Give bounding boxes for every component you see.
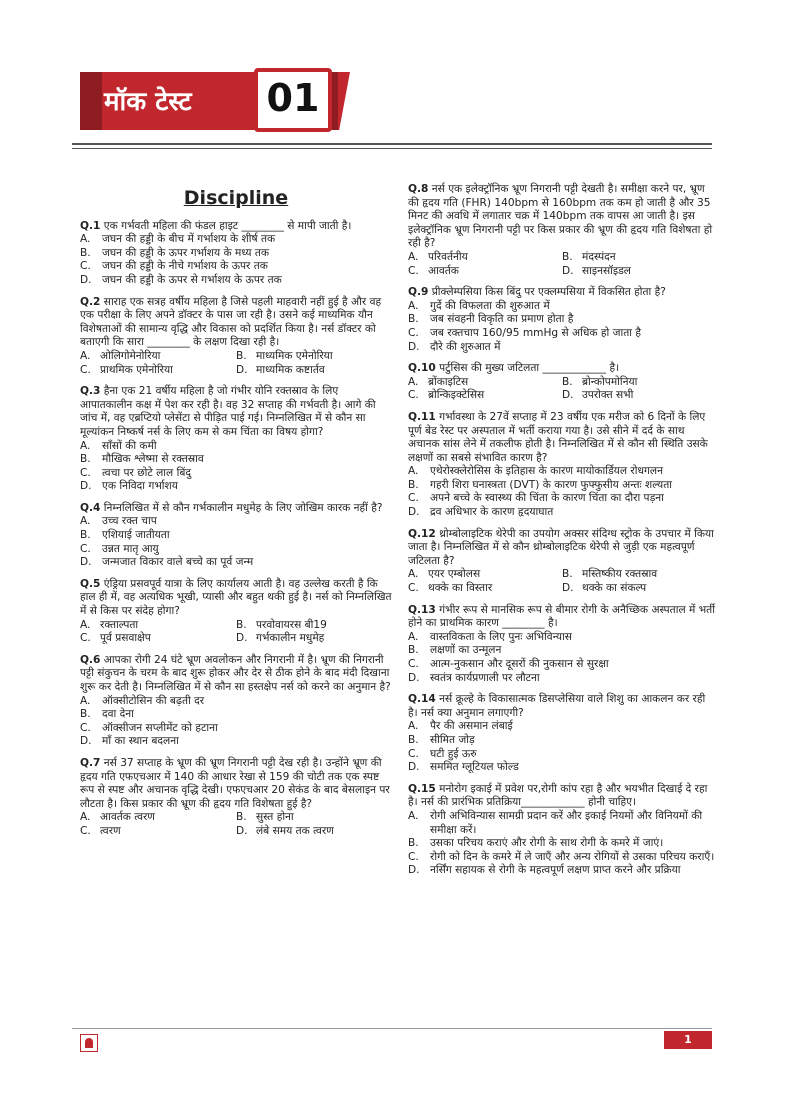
question-text [80, 757, 392, 811]
answer-option [408, 672, 716, 686]
answer-option [408, 389, 562, 403]
answer-option [408, 327, 716, 341]
option-text: जघन की हड्डी के ऊपर से गर्भाशय के ऊपर तक [102, 273, 282, 286]
option-text: जब संवहनी विकृति का प्रमाण होता है [430, 313, 574, 326]
answer-option [408, 479, 716, 493]
answer-option [408, 265, 562, 279]
answer-option [408, 582, 562, 596]
option-text: जघन की हड्डी के नीचे गर्भाशय के ऊपर तक [102, 260, 268, 273]
answer-option [408, 313, 716, 327]
option-text: ब्रोन्किइक्टेसिस [428, 389, 485, 402]
question-body: नर्स क्रूल्हे के विकासात्मक डिसप्लेसिया वाले शिशु का आकलन कर रही है। नर्स क्या अनुमान लगाएगी? [408, 693, 706, 719]
option-text: सुस्त होना [256, 811, 294, 824]
option-letter: A. [408, 720, 419, 733]
option-letter: B. [80, 453, 91, 466]
option-text: गर्भकालीन मधुमेह [256, 632, 325, 645]
question-number: Q.9 [408, 286, 429, 299]
option-letter: B. [562, 250, 573, 263]
options [80, 233, 392, 287]
option-letter: A. [408, 630, 419, 643]
option-text: जब रक्तचाप 160/95 mmHg से अधिक हो जाता है [430, 326, 642, 339]
question [408, 528, 716, 596]
option-letter: B. [80, 246, 91, 259]
option-letter: B. [408, 733, 419, 746]
answer-option [408, 568, 562, 582]
page-number: 1 [664, 1031, 712, 1049]
answer-option [80, 543, 392, 557]
option-text: त्वरण [100, 824, 121, 837]
option-letter: C. [408, 850, 419, 863]
option-letter: C. [80, 363, 91, 376]
answer-option [80, 247, 392, 261]
answer-option [562, 376, 716, 390]
option-text: सीमित जोड़ [430, 733, 475, 746]
answer-option [408, 492, 716, 506]
option-letter: B. [408, 313, 419, 326]
option-letter: A. [80, 349, 91, 362]
answer-option [80, 735, 392, 749]
option-text: माध्यमिक कष्टार्तव [256, 363, 325, 376]
option-letter: A. [408, 568, 419, 581]
option-text: साइनसॉइडल [582, 264, 631, 277]
option-letter: D. [562, 389, 574, 402]
option-letter: D. [562, 582, 574, 595]
question-body: निम्नलिखित में से कौन गर्भकालीन मधुमेह के लिए जोखिम कारक नहीं है? [103, 501, 383, 514]
option-letter: C. [408, 582, 419, 595]
option-text: लंबे समय तक त्वरण [256, 824, 334, 837]
answer-option [408, 658, 716, 672]
footer-rule [72, 1028, 712, 1029]
option-letter: C. [80, 721, 91, 734]
question [80, 757, 392, 839]
answer-option [80, 364, 236, 378]
question [408, 183, 716, 278]
option-text: थक्के का संकल्प [582, 582, 647, 595]
option-letter: D. [80, 480, 92, 493]
option-text: वास्तविकता के लिए पुनः अभिविन्यास [430, 630, 572, 643]
option-text: गुर्दे की विफलता की शुरुआत में [430, 299, 550, 312]
option-text: ब्रोंकाइटिस [428, 375, 469, 388]
options [408, 720, 716, 774]
answer-option [408, 720, 716, 734]
options [80, 811, 392, 838]
option-letter: C. [408, 658, 419, 670]
question-text [408, 183, 716, 251]
option-text: थक्के का विस्तार [428, 582, 493, 595]
question-number: Q.6 [80, 653, 101, 666]
answer-option [562, 251, 716, 265]
answer-option [236, 632, 392, 646]
question [408, 693, 716, 775]
options [408, 376, 716, 403]
option-letter: C. [80, 466, 91, 479]
option-letter: D. [408, 761, 420, 774]
option-text: रक्ताल्पता [100, 618, 139, 631]
question-number: Q.4 [80, 501, 101, 514]
answer-option [80, 722, 392, 736]
option-text: घटी हुई ऊरु [430, 747, 477, 760]
option-text: ब्रोन्कोपमोनिया [582, 375, 638, 388]
question-number: Q.12 [408, 527, 436, 540]
question-text [80, 502, 392, 516]
option-letter: C. [408, 264, 419, 277]
banner-cap [80, 72, 102, 130]
answer-option [80, 350, 236, 364]
option-letter: A. [408, 465, 419, 478]
option-letter: C. [408, 747, 419, 760]
answer-option [408, 506, 716, 520]
answer-option [408, 631, 716, 645]
question-number: Q.10 [408, 362, 436, 375]
question [80, 385, 392, 494]
option-letter: A. [80, 439, 91, 452]
answer-option [562, 265, 716, 279]
right-column [408, 183, 716, 886]
option-text: नर्सिंग सहायक से रोगी के महत्वपूर्ण लक्षण प्राप्त करने और प्रक्रिया [430, 864, 681, 877]
publisher-logo-icon [80, 1034, 98, 1052]
answer-option [408, 864, 716, 878]
option-letter: B. [562, 375, 573, 388]
question-text [80, 385, 392, 439]
option-text: उपरोक्त सभी [582, 389, 634, 402]
question-text [408, 528, 716, 569]
option-text: उच्च रक्त चाप [102, 515, 157, 528]
mock-test-banner [80, 72, 350, 130]
question-number: Q.2 [80, 295, 101, 308]
option-letter: D. [236, 824, 248, 837]
question-body: थ्रोम्बोलाइटिक थेरेपी का उपयोग अक्सर संदिग्ध स्ट्रोक के उपचार में किया जाता है। निम्नलिखित में से कौन थ्रोम्बोलाइटिक थेरेपी से जुड़ी एक महत्वपूर्ण जटिलता है? [408, 527, 714, 567]
option-text: गहरी शिरा घनास्त्रता (DVT) के कारण फुफ्फुसीय अन्तः शल्यता [430, 478, 672, 491]
answer-option [408, 851, 716, 865]
header-rule [72, 143, 712, 145]
question [408, 783, 716, 878]
option-text: परवोवायरस बी19 [256, 618, 327, 631]
option-text: एयर एम्बोलस [428, 568, 481, 581]
answer-option [80, 632, 236, 646]
question-body: एंड्रिया प्रसवपूर्व यात्रा के लिए कार्यालय आती है। वह उल्लेख करती है कि हाल ही में, वह अत्यधिक भूखी, प्यासी और बहुत थकी हुई है। नर्स को निम्नलिखित में से किस पर संदेह होगा? [80, 577, 392, 618]
option-text: आत्म-नुकसान और दूसरों की नुकसान से सुरक्षा [430, 658, 609, 670]
option-text: मंदस्पंदन [582, 250, 616, 263]
answer-option [236, 350, 392, 364]
option-text: लक्षणों का उन्मूलन [430, 644, 502, 657]
question-body: प्रीक्लेम्पसिया किस बिंदु पर एक्लम्पसिया में विकसित होता है? [431, 286, 666, 299]
question-body: मनोरोग इकाई में प्रवेश पर,रोगी कांप रहा है और भयभीत दिखाई दे रहा है। नर्स की प्रारंभिक प्रतिक्रिया____________ होनी चाहिए। [408, 782, 708, 809]
option-letter: D. [80, 273, 92, 286]
answer-option [80, 515, 392, 529]
question-body: एक गर्भवती महिला की फंडल हाइट ________ से मापी जाती है। [103, 219, 352, 232]
question [408, 286, 716, 354]
option-text: एशियाई जातीयता [102, 529, 170, 542]
option-letter: A. [80, 811, 91, 824]
answer-option [408, 837, 716, 851]
answer-option [80, 480, 392, 494]
answer-option [80, 453, 392, 467]
option-letter: A. [80, 618, 91, 631]
question [80, 220, 392, 288]
option-letter: B. [408, 837, 419, 850]
question-text [408, 411, 716, 465]
question [408, 362, 716, 403]
option-text: पूर्व प्रसवाक्षेप [100, 632, 151, 645]
option-letter: D. [408, 340, 420, 353]
answer-option [408, 251, 562, 265]
answer-option [562, 389, 716, 403]
option-letter: C. [408, 326, 419, 339]
answer-option [80, 695, 392, 709]
option-letter: A. [408, 250, 419, 263]
answer-option [408, 734, 716, 748]
option-text: एथेरोस्क्लेरोसिस के इतिहास के कारण मायोकार्डियल रोधगलन [430, 465, 663, 478]
question-body: नर्स 37 सप्ताह के भ्रूण की भ्रूण निगरानी पट्टी देख रही है। उन्होंने भ्रूण की हृदय गति एफएचआर में 140 की आधार रेखा से 159 की चोटी तक एक स्पष्ट रूप से स्पष्ट और अचानक वृद्धि देखी। एफएचआर 20 सेकंड के बाद बेसलाइन पर लौटता है। किस प्रकार की भ्रूण की हृदय गति विशेषता हुई है? [80, 756, 390, 810]
option-letter: B. [80, 708, 91, 721]
option-text: जन्मजात विकार वाले बच्चे का पूर्व जन्म [102, 556, 254, 569]
options [408, 300, 716, 354]
answer-option [80, 233, 392, 247]
option-letter: D. [408, 671, 420, 684]
left-column [80, 186, 392, 847]
option-letter: A. [80, 233, 91, 246]
option-text: जघन की हड्डी के ऊपर गर्भाशय के मध्य तक [102, 246, 270, 259]
answer-option [236, 364, 392, 378]
options [408, 568, 716, 595]
option-text: जघन की हड्डी के बीच में गर्भाशय के शीर्ष तक [102, 233, 276, 246]
answer-option [408, 341, 716, 355]
answer-option [236, 619, 392, 633]
question-body: पर्टुसिस की मुख्य जटिलता ____________ है। [439, 362, 620, 375]
options [408, 631, 716, 685]
option-text: आवर्तक त्वरण [100, 811, 155, 824]
option-letter: C. [408, 389, 419, 402]
question-text [80, 578, 392, 619]
question-number: Q.1 [80, 219, 101, 232]
option-text: परिवर्तनीय [428, 250, 468, 263]
option-text: दौरे की शुरुआत में [430, 340, 501, 353]
answer-option [408, 465, 716, 479]
question-number: Q.8 [408, 183, 429, 195]
answer-option [562, 582, 716, 596]
section-heading: Discipline [183, 187, 289, 209]
option-text: साँसों की कमी [102, 439, 157, 452]
option-text: ओलिगोमेनोरिया [100, 349, 161, 362]
options [408, 810, 716, 878]
option-letter: A. [408, 375, 419, 388]
question-body: नर्स एक इलेक्ट्रॉनिक भ्रूण निगरानी पट्टी देखती है। समीक्षा करने पर, भ्रूण की हृदय गति (FHR) 140bpm से 160bpm तक कम हो जाती है और 35 मिनट की अवधि में लगातार चक्र में 140bpm तक वापस आ जाती है। इस इलेक्ट्रॉनिक भ्रूण निगरानी पट्टी पर किस प्रकार की भ्रूण की हृदय गति विशेषता हो रही है? [408, 183, 713, 250]
header-rule-thin [72, 148, 712, 149]
banner-title: मॉक टेस्ट [104, 87, 192, 117]
option-text: प्राथमिक एमेनोरिया [100, 363, 173, 376]
question [408, 411, 716, 520]
question-text [408, 286, 716, 300]
options [408, 251, 716, 278]
option-text: पैर की असमान लंबाई [430, 720, 513, 733]
answer-option [408, 300, 716, 314]
answer-option [408, 644, 716, 658]
answer-option [80, 274, 392, 288]
question-number: Q.3 [80, 385, 101, 398]
question [408, 604, 716, 686]
options [80, 350, 392, 377]
question-text [80, 220, 392, 234]
question-body: हैना एक 21 वर्षीय महिला है जो गंभीर योनि रक्तस्राव के लिए आपातकालीन कक्ष में पेश कर रही है। वह 32 सप्ताह की गर्भवती है। आगे की जांच में, वह एब्रप्टियो प्लेसेंटा से पीड़ित पाई गई। निम्नलिखित में से कौन सा मूल्यांकन निष्कर्ष नर्स के लिए कम से कम चिंता का विषय होगा? [80, 385, 376, 438]
option-letter: D. [80, 735, 92, 748]
answer-option [80, 467, 392, 481]
answer-option [408, 748, 716, 762]
answer-option [80, 440, 392, 454]
option-letter: C. [80, 542, 91, 555]
question-body: गर्भावस्था के 27वें सप्ताह में 23 वर्षीय एक मरीज को 6 दिनों के लिए पूर्ण बेड रेस्ट पर अस्पताल में भर्ती कराया गया है। उसे सीने में दर्द के साथ अचानक सांस लेने में तकलीफ होती है। निम्नलिखित में से कौन सी स्थिति उसके लक्षणों का सबसे संभावित कारण है? [408, 410, 708, 464]
question [80, 502, 392, 570]
option-text: मस्तिष्कीय रक्तस्राव [582, 568, 658, 581]
option-text: एक निविदा गर्भाशय [102, 480, 178, 493]
option-text: उन्नत मातृ आयु [102, 542, 159, 555]
option-letter: C. [80, 260, 91, 273]
option-letter: D. [80, 556, 92, 569]
option-text: माध्यमिक एमेनोरिया [256, 349, 333, 362]
option-letter: C. [80, 824, 91, 837]
option-text: उसका परिचय कराएं और रोगी के साथ रोगी के कमरे में जाएं। [430, 837, 664, 850]
option-text: द्रव अधिभार के कारण हृदयाघात [430, 506, 554, 519]
question-number: Q.13 [408, 603, 436, 616]
option-letter: C. [80, 632, 91, 645]
option-text: अपने बच्चे के स्वास्थ्य की चिंता के कारण चिंता का दौरा पड़ना [430, 492, 664, 505]
question [80, 578, 392, 646]
question-number: Q.5 [80, 577, 101, 590]
question-text [408, 783, 716, 810]
question-text [408, 693, 716, 720]
option-text: दवा देना [102, 708, 134, 721]
options [80, 440, 392, 494]
question-body: आपका रोगी 24 घंटे भ्रूण अवलोकन और निगरानी में है। भ्रूण की निगरानी पट्टी संकुचन के चरम के बाद शुरू होकर और देर से ठीक होने के बाद मंदी दिखाना शुरू कर देती है। निम्नलिखित में से कौन सा हस्तक्षेप नर्स को करने का अनुमान है? [80, 653, 391, 693]
option-letter: B. [408, 478, 419, 491]
option-text: सममित ग्लूटियल फोल्ड [430, 761, 519, 774]
answer-option [562, 568, 716, 582]
answer-option [80, 619, 236, 633]
answer-option [236, 811, 392, 825]
answer-option [80, 708, 392, 722]
answer-option [80, 260, 392, 274]
question-number: Q.7 [80, 756, 101, 769]
option-text: रोगी को दिन के कमरे में ले जाएँ और अन्य रोगियों से उसका परिचय कराएँ। [430, 850, 715, 863]
question-text [408, 362, 716, 376]
option-letter: D. [408, 506, 420, 519]
question [80, 296, 392, 378]
answer-option [408, 376, 562, 390]
option-letter: D. [236, 363, 248, 376]
option-letter: A. [80, 694, 91, 707]
question-text [80, 296, 392, 350]
answer-option [80, 811, 236, 825]
option-text: स्वतंत्र कार्यप्रणाली पर लौटना [430, 671, 540, 684]
option-letter: B. [408, 644, 419, 657]
option-text: माँ का स्थान बदलना [102, 735, 179, 748]
options [80, 695, 392, 749]
option-letter: B. [236, 349, 247, 362]
option-letter: B. [562, 568, 573, 581]
question-body: साराह एक सत्रह वर्षीय महिला है जिसे पहली माहवारी नहीं हुई है और वह एक परीक्षा के लिए अपने डॉक्टर के पास जा रही है। उसने कई माध्यमिक यौन विशेषताओं की सामान्य वृद्धि और विकास को प्रदर्शित किया है। नर्स डॉक्टर को बताएगी कि सारा ________ के लक्षण दिखा रही है। [80, 295, 382, 349]
option-letter: D. [562, 264, 574, 277]
option-text: ऑक्सीजन सप्लीमेंट को हटाना [102, 721, 218, 734]
question-number: Q.11 [408, 410, 436, 423]
option-letter: D. [236, 632, 248, 645]
option-text: रोगी अभिविन्यास सामग्री प्रदान करें और इकाई नियमों और विनियमों की समीक्षा करें। [430, 809, 703, 836]
question-number: Q.14 [408, 693, 436, 706]
question [80, 654, 392, 749]
option-letter: B. [236, 618, 247, 631]
option-text: त्वचा पर छोटे लाल बिंदु [102, 466, 192, 479]
options [80, 515, 392, 569]
option-letter: B. [80, 529, 91, 542]
question-text [408, 604, 716, 631]
option-letter: D. [408, 864, 420, 877]
question-number: Q.15 [408, 782, 436, 795]
banner-fold [332, 72, 338, 130]
option-text: आवर्तक [428, 264, 459, 277]
option-text: ऑक्सीटोसिन की बढ़ती दर [102, 694, 205, 707]
question-body: गंभीर रूप से मानसिक रूप से बीमार रोगी के अनैच्छिक अस्पताल में भर्ती होने का प्राथमिक कारण ________ है। [408, 603, 715, 630]
answer-option [80, 825, 236, 839]
options [80, 619, 392, 646]
question-text [80, 654, 392, 695]
option-letter: A. [408, 809, 419, 822]
option-text: मौखिक श्लेष्मा से रक्तस्राव [102, 453, 204, 466]
answer-option [408, 810, 716, 837]
option-letter: C. [408, 492, 419, 505]
option-letter: A. [80, 515, 91, 528]
answer-option [408, 761, 716, 775]
answer-option [80, 556, 392, 570]
answer-option [80, 529, 392, 543]
answer-option [236, 825, 392, 839]
options [408, 465, 716, 519]
option-letter: A. [408, 299, 419, 312]
option-letter: B. [236, 811, 247, 824]
test-number: 01 [266, 76, 320, 120]
